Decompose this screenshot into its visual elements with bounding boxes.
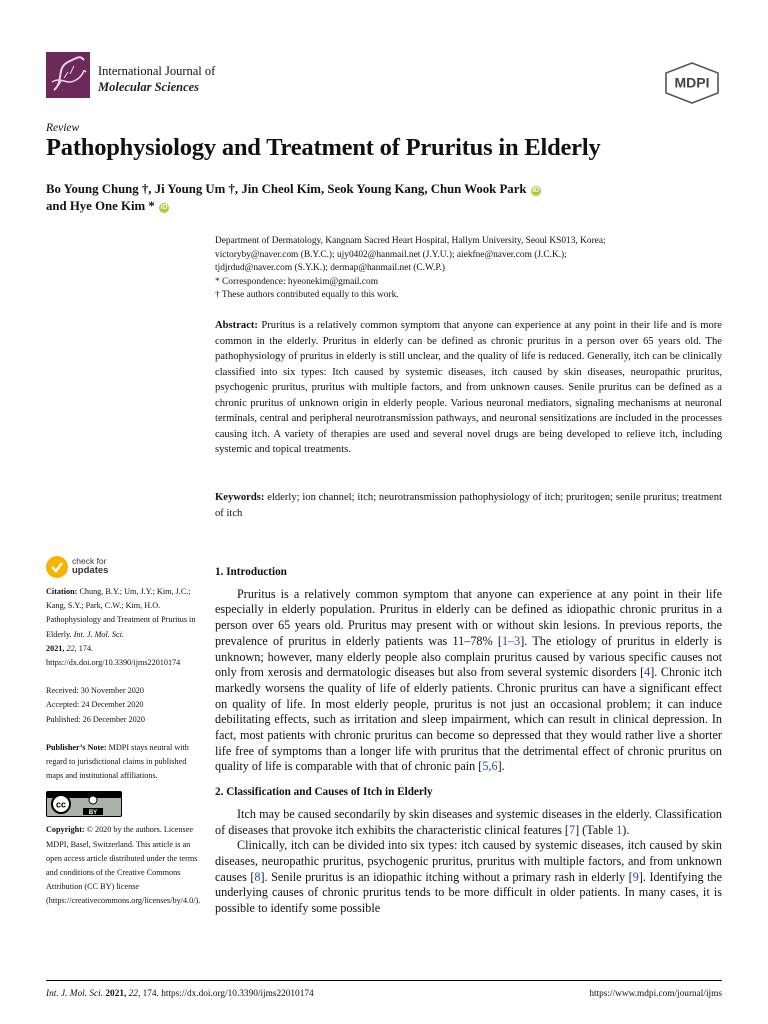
check-for-updates-button[interactable] [46,555,136,581]
footer-journal: Int. J. Mol. Sci. [46,989,104,999]
body-paragraph [215,838,722,917]
publisher-note [46,741,198,784]
section-heading: 1. Introduction [215,566,287,578]
abstract [215,318,722,458]
orcid-icon[interactable]: iD [160,204,168,211]
paragraph-text: ). [622,822,630,837]
check-updates-line2: updates [72,565,109,576]
publisher-note-label: Publisher’s Note: [46,742,107,752]
reference-link[interactable]: 1 [616,822,623,837]
abstract-text: Pruritus is a relatively common symptom that anyone can experience at any point in their life and is more common in the elderly. Pruritus in elderly can be defined as chronic pruritus in a person over 65 years old. The pathophysiology of pruritus in elderly is still unclear, and the quality of life is reduced. Generally, itch can be clinically classified into six types: Itch caused by systemic diseases, itch caused by skin diseases, neuropathic pruritus, psychogenic pruritus, pruritus with multiple factors, and from unknown causes. Senile pruritus can be defined as a chronic pruritus of unknown origin in elderly people. Various neuronal mediators, signaling mechanisms at neuronal terminals, central and peripheral neurotransmission pathways, and neuronal sensitizations are included in the processes causing itch. A variety of therapies are used and several novel drugs are being developed to relieve itch, including systemic and topical treatments. [215,320,722,455]
reference-link[interactable]: 5,6 [482,759,498,774]
orcid-icon[interactable]: iD [532,187,540,194]
reference-link[interactable]: 7 [568,822,576,837]
paragraph-text: Itch may be caused secondarily by skin diseases and systemic diseases in the elderly. Classification of diseases that provoke itch exhibits the characteristic clinical features [ [215,806,722,837]
article-title: Pathophysiology and Treatment of Pruritus in Elderly [46,134,601,161]
body-paragraph [215,807,722,838]
affiliation-line: victoryby@naver.com (B.Y.C.); ujy0402@hanmail.net (J.Y.U.); aiekfne@naver.com (J.C.K.); [215,249,567,260]
sidebar [46,585,201,909]
cc-badge-label: cc [55,799,67,810]
reference-link[interactable]: 4 [644,665,651,680]
main-body [215,565,722,917]
publisher-note-text: MDPI stays neutral with regard to jurisdictional claims in published maps and institutional affiliations. [46,742,189,781]
citation-label: Citation: [46,587,78,596]
received-date: Received: 30 November 2020 [46,686,144,696]
citation-doi[interactable]: 174. https://dx.doi.org/10.3390/ijms22010174 [46,643,181,668]
citation [46,585,198,670]
journal-name-line1: International Journal of [98,64,216,78]
journal-name [98,63,215,95]
reference-link[interactable]: 8 [254,869,261,884]
paragraph-text: Clinically, itch can be divided into six types: itch caused by systemic diseases, itch caused by skin diseases, neuropathic pruritus, psychogenic pruritus, pruritus with multiple factors, and from unknown causes [ [215,838,722,884]
authors-line1: Bo Young Chung †, Ji Young Um †, Jin Cheol Kim, Seok Young Kang, Chun Wook Park [46,182,527,196]
paragraph-text: ]. Identifying the underlying causes of chronic pruritus tends to be more difficult in older patients. In many cases, it is possible to identify some possible [215,869,722,916]
keywords-label: Keywords: [215,492,265,503]
section [215,785,722,917]
cc-by-license-badge[interactable] [46,791,122,817]
footer-citation [46,989,314,999]
footer-rule [46,980,722,981]
section-heading: 2. Classification and Causes of Itch in Elderly [215,786,433,799]
paragraph-text: ]. [497,759,505,774]
reference-link[interactable]: 1–3 [501,633,521,648]
correspondence-note: * Correspondence: hyeonekim@gmail.com [215,276,379,287]
paragraph-text: ] (Table [575,822,617,837]
paragraph-text: ]. The etiology of pruritus in elderly is unknown; however, many elderly people also complain pruritus caused by various specific causes not only from xerosis and dermatologic diseases but also from several systemic disorders [ [215,633,722,680]
mdpi-logo-text: MDPI [674,74,710,91]
reference-link[interactable]: 9 [632,869,639,884]
footer-journal-url[interactable]: https://www.mdpi.com/journal/ijms [589,989,722,999]
citation-volume: 22, [66,643,77,653]
copyright-text: © 2020 by the authors. Licensee MDPI, Basel, Switzerland. This article is an open access article distributed under the terms and conditions of the Creative Commons Attribution (CC BY) license (https://creativecommons.org/licenses/by/4.0/). [46,825,201,906]
article-type: Review [46,122,80,134]
accepted-date: Accepted: 24 December 2020 [46,700,144,710]
keywords [215,490,722,521]
paragraph-text: ]. Chronic itch markedly worsens the quality of life of elderly patients. Chronic pruritus can have a significant effect on quality of life. In most elderly people, pruritus is not just an occasional problem; it can induce debilitating effects, such as irritation and sleep impairment, which can result in clinical depression. In fact, most patients with chronic pruritus can become so depressed that they would rather live a shorter life free of symptoms than a longer life with pruritus that the detrimental effect of chronic pruritus on quality of life is comparable with that of chronic pain [ [215,665,722,774]
check-updates-icon [46,556,68,578]
affiliations [215,235,715,303]
published-date: Published: 26 December 2020 [46,714,145,724]
authors-line2: and Hye One Kim * [46,199,155,213]
affiliation-line: tjdjrdud@naver.com (S.Y.K.); dermap@hanmail.net (C.W.P.) [215,263,445,274]
footer-doi[interactable]: 174. https://dx.doi.org/10.3390/ijms22010174 [142,989,314,999]
body-paragraph [215,587,722,775]
citation-journal: Int. J. Mol. Sci. [73,629,124,639]
footer-volume: 22, [128,989,141,999]
section [215,565,722,775]
equal-contribution-note: † These authors contributed equally to this work. [215,290,399,301]
abstract-label: Abstract: [215,320,258,331]
footer-year: 2021, [105,989,127,999]
cc-badge-by: BY [88,810,98,817]
copyright [46,823,201,908]
check-updates-line1: check for [72,556,107,566]
author-list [46,181,716,215]
journal-logo [46,52,90,98]
citation-text: Chung, B.Y.; Um, J.Y.; Kim, J.C.; Kang, S.Y.; Park, C.W.; Kim, H.O. Pathophysiology and Treatment of Pruritus in Elderly. [46,587,196,639]
keywords-text: elderly; ion channel; itch; neurotransmission pathophysiology of itch; pruritogen; senile pruritus; treatment of itch [215,492,722,519]
citation-year: 2021, [46,643,65,653]
paragraph-text: ]. Senile pruritus is an idiopathic itching without a primary rash in elderly [ [260,869,633,884]
copyright-label: Copyright: [46,825,85,835]
paragraph-text: Pruritus is a relatively common symptom that anyone can experience at any point in their life especially in elderly population. Pruritus in elderly can be defined as idiopathic chronic pruritus in a person over 65 years old. Pruritus may present with or without skin lesions. In previous reports, the prevalence of pruritus in elderly patients was 11–78% [ [215,586,722,648]
journal-name-line2: Molecular Sciences [98,80,200,94]
mdpi-logo [664,62,720,104]
affiliation-line: Department of Dermatology, Kangnam Sacred Heart Hospital, Hallym University, Seoul KS013, Korea; [215,236,606,246]
check-updates-text [72,556,108,576]
